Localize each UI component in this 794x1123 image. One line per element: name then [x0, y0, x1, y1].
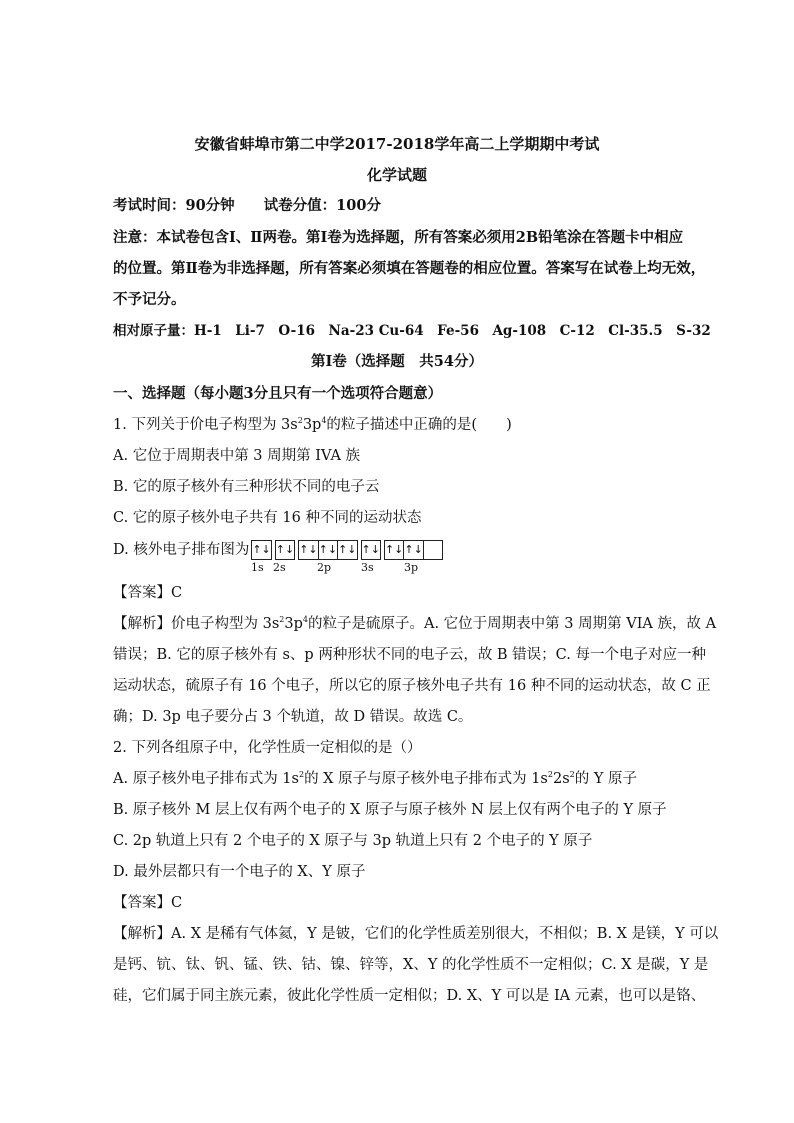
- notice-line-3: 不予记分。: [113, 291, 186, 308]
- part1-title: 第Ⅰ卷（选择题 共54分）: [311, 353, 483, 370]
- q1-stem: [113, 416, 512, 434]
- orbital-box-2p: ↑↓: [318, 541, 337, 560]
- q2-option-a-sup: 2: [547, 770, 553, 779]
- orbital-box-2p: ↑↓: [299, 541, 318, 560]
- q2-option-d: D. 最外层都只有一个电子的 X、Y 原子: [113, 864, 366, 880]
- q1-stem-part: 的粒子描述中正确的是( ): [326, 417, 512, 433]
- orbital-label-2s: 2s: [273, 561, 286, 574]
- notice-line-1: 注意：本试卷包含Ⅰ、Ⅱ两卷。第Ⅰ卷为选择题，所有答案必须用2B铅笔涂在答题卡中相应: [113, 229, 684, 246]
- exam-title: 安徽省蚌埠市第二中学2017-2018学年高二上学期期中考试: [194, 135, 600, 153]
- orbital-box-3p: ↑↓: [384, 541, 403, 560]
- q1-stem-sup: 4: [321, 416, 327, 425]
- q1-explanation-1: [113, 615, 716, 633]
- orbital-label-1s: 1s: [251, 561, 264, 574]
- q2-explanation-3: 硅，它们属于同主族元素，彼此化学性质一定相似；D. X、Y 可以是 IA 元素，也可以是铬、: [113, 988, 706, 1004]
- q1-option-a: A. 它位于周期表中第 3 周期第 IVA 族: [113, 448, 361, 464]
- q2-option-c: C. 2p 轨道上只有 2 个电子的 X 原子与 3p 轨道上只有 2 个电子的 Y 原子: [113, 833, 593, 849]
- subject-title: 化学试题: [366, 166, 427, 184]
- q2-option-a-part: 的 X 原子与原子核外电子排布式为 1s: [304, 771, 548, 787]
- q2-option-a-part: 2s: [552, 771, 570, 787]
- orbital-box-1s: ↑↓: [252, 541, 271, 560]
- orbital-diagram: [251, 540, 443, 560]
- orbital-label-3s: 3s: [361, 561, 374, 574]
- notice-line-2: 的位置。第Ⅱ卷为非选择题，所有答案必须填在答题卷的相应位置。答案写在试卷上均无效，: [113, 260, 706, 277]
- q2-option-a: [113, 770, 637, 788]
- q2-option-b: B. 原子核外 M 层上仅有两个电子的 X 原子与原子核外 N 层上仅有两个电子的 Y 原子: [113, 802, 667, 818]
- q1-explanation-part: 的粒子是硫原子。A. 它位于周期表中第 3 周期第 VIA 族，故 A: [307, 616, 717, 632]
- section-heading: 一、选择题（每小题3分且只有一个选项符合题意）: [113, 385, 443, 402]
- q1-option-c: C. 它的原子核外电子共有 16 种不同的运动状态: [113, 510, 422, 526]
- orbital-label-3p: 3p: [404, 561, 419, 574]
- q2-option-a-sup: 2: [298, 770, 305, 779]
- q1-stem-part: 3p: [302, 417, 322, 433]
- q1-explanation-part: 3p: [284, 616, 303, 632]
- q1-explanation-4: 确；D. 3p 电子要分占 3 个轨道，故 D 错误。故选 C。: [113, 709, 473, 725]
- q1-explanation-3: 运动状态，硫原子有 16 个电子，所以它的原子核外电子共有 16 种不同的运动状态，故 C 正: [113, 678, 711, 694]
- q2-option-a-part: A. 原子核外电子排布式为 1s: [113, 771, 299, 787]
- orbital-box-3s: ↑↓: [361, 541, 380, 560]
- q1-option-b: B. 它的原子核外有三种形状不同的电子云: [113, 479, 380, 495]
- q2-answer: 【答案】C: [113, 895, 183, 911]
- orbital-box-2s: ↑↓: [275, 541, 294, 560]
- orbital-box-3p: [423, 541, 442, 560]
- q2-explanation-2: 是钙、钪、钛、钒、锰、铁、钴、镍、锌等，X、Y 的化学性质不一定相似；C. X 是碳，Y 是: [113, 957, 709, 973]
- orbital-box-3p: ↑↓: [404, 541, 423, 560]
- q2-explanation-1: 【解析】A. X 是稀有气体氦，Y 是铍，它们的化学性质差别很大，不相似；B. X 是镁，Y 可以: [113, 926, 719, 942]
- q2-stem: 2. 下列各组原子中，化学性质一定相似的是（）: [113, 740, 422, 756]
- q1-explanation-sup: 4: [302, 615, 308, 624]
- q2-option-a-part: 的 Y 原子: [574, 771, 638, 787]
- q1-explanation-part: 【解析】价电子构型为 3s: [113, 616, 280, 632]
- q1-answer: 【答案】C: [113, 585, 183, 601]
- orbital-box-2p: ↑↓: [338, 541, 357, 560]
- q1-explanation-sup: 2: [279, 615, 285, 624]
- q2-option-a-sup: 2: [569, 770, 575, 779]
- q1-stem-sup: 2: [297, 416, 303, 425]
- atomic-mass-line: 相对原子量：H-1 Li-7 O-16 Na-23 Cu-64 Fe-56 Ag-108 C-12 Cl-35.5 S-32: [113, 323, 711, 339]
- orbital-label-2p: 2p: [317, 561, 332, 574]
- exam-time-line: 考试时间：90分钟 试卷分值：100分: [113, 197, 381, 214]
- q1-option-d-label: D. 核外电子排布图为: [113, 542, 250, 558]
- q1-stem-part: 1. 下列关于价电子构型为 3s: [113, 417, 298, 433]
- q1-explanation-2: 错误；B. 它的原子核外有 s、p 两种形状不同的电子云，故 B 错误；C. 每一个电子对应一种: [113, 647, 706, 663]
- q1-option-d: [113, 540, 443, 560]
